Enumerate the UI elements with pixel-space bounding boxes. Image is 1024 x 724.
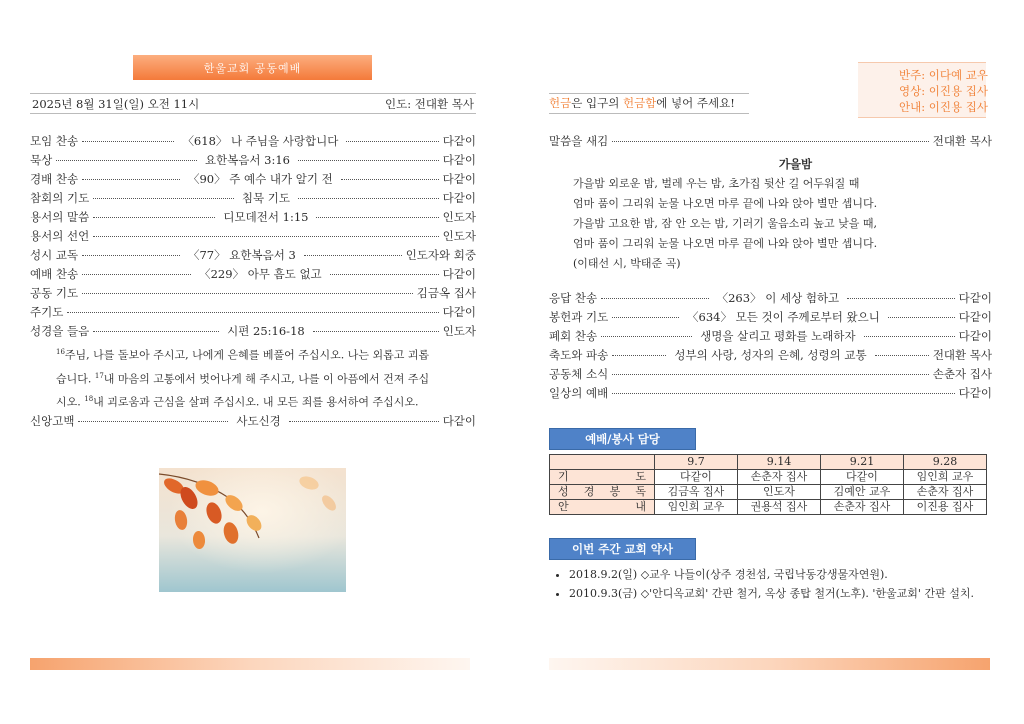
order-item-name: 참회의 기도 [30,191,90,205]
order-item-person: 다같이 [958,329,992,343]
history-list [549,565,992,603]
history-heading-text: 이번 주간 교회 약사 [572,542,673,556]
order-item-detail: 〈77〉 요한복음서 3 [187,248,296,262]
table-header: 9.7 [655,455,738,470]
order-row [549,328,992,347]
order-item-detail: 요한복음서 3:16 [204,153,290,167]
service-leader: 인도: 전대환 목사 [385,97,474,111]
order-item-person: 손춘자 집사 [932,367,992,381]
order-item-detail: 〈634〉 모든 것이 주께로부터 왔으니 [687,310,880,324]
offering-word: 헌금 [549,96,572,110]
footer-bar-right [549,658,990,670]
poem-line: 엄마 품이 그리워 눈물 나오면 마루 끝에 나와 앉아 별만 셉니다. [573,197,878,210]
service-date: 2025년 8월 31일(일) 오전 11시 [32,97,200,111]
order-item-name: 용서의 선언 [30,229,90,243]
table-cell: 인도자 [738,485,821,500]
offering-note [549,93,749,114]
order-item-detail: 성부의 사랑, 성자의 은혜, 성령의 교통 [674,348,867,362]
order-row [30,190,476,209]
verse-number: 18 [84,395,94,404]
order-item-detail: 〈90〉 주 예수 내가 알기 전 [187,172,333,186]
table-cell: 이진용 집사 [904,500,987,515]
table-cell: 임인희 교우 [655,500,738,515]
table-header: 9.21 [821,455,904,470]
table-header: 9.14 [738,455,821,470]
table-row [550,470,987,485]
table-cell: 다같이 [655,470,738,485]
table-row-label: 성 경 봉 독 [550,485,655,500]
order-item-detail: 〈229〉 아무 흠도 없고 [199,267,322,281]
offering-box-word: 헌금함 [622,96,657,110]
table-cell: 다같이 [821,470,904,485]
staff-box [870,67,988,115]
order-item-name: 응답 찬송 [549,291,598,305]
order-item-person: 다같이 [958,291,992,305]
order-item-name: 신앙고백 [30,413,75,428]
order-of-worship [30,133,476,432]
order-item-name: 주기도 [30,305,64,319]
order-item-person: 인도자 [442,210,476,224]
order-item-detail: 침묵 기도 [241,191,290,205]
list-item: • 2010.9.3(금) ◇'안디옥교회' 간판 철거, 옥상 종탑 철거(노후). '한울교회' 간판 설치. [569,584,992,603]
verse-number: 17 [94,371,104,380]
date-line [30,93,476,114]
order-item-detail: 생명을 살리고 평화를 노래하자 [700,329,856,343]
order-item-name: 폐회 찬송 [549,329,598,343]
verse-number: 16 [56,348,65,356]
scripture-text [30,342,476,413]
list-item: • 2018.9.2(일) ◇교우 나들이(상주 경천섬, 국립낙동강생물자연원). [569,565,992,584]
poem-line: 엄마 품이 그리워 눈물 나오면 마루 끝에 나와 앉아 별만 셉니다. [573,237,878,250]
verse-17-end: 시오. [56,395,85,409]
order-item-detail: 〈263〉 이 세상 험하고 [716,291,840,305]
order-item-name: 말씀을 새김 [549,134,609,148]
autumn-leaves-image [159,468,346,592]
order-item-name: 예배 찬송 [30,267,79,281]
order-item-name: 성경을 들음 [30,324,90,338]
table-cell: 손춘자 집사 [738,470,821,485]
schedule-heading [549,428,696,450]
schedule-heading-text: 예배/봉사 담당 [585,432,660,446]
poem-title: 가을밤 [778,157,813,171]
order-row [30,171,476,190]
order-item-name: 봉헌과 기도 [549,310,609,324]
verse-17: 내 마음의 고통에서 벗어나게 해 주시고, 나를 이 아픔에서 건져 주십 [103,372,430,386]
order-item-name: 일상의 예배 [549,386,609,400]
poem-line: 가을밤 고요한 밤, 잠 안 오는 밤, 기러기 울음소리 높고 낮을 때, [573,217,877,230]
order-item-name: 공동체 소식 [549,367,609,381]
table-cell: 임인희 교우 [904,470,987,485]
table-header: 9.28 [904,455,987,470]
order-item-person: 다같이 [442,305,476,319]
table-row [550,485,987,500]
order-item-person: 다같이 [442,134,477,148]
table-cell: 김예안 교우 [821,485,904,500]
order-item-person: 다같이 [442,267,476,281]
sermon-section [549,133,992,274]
order-row [30,413,476,432]
offering-text-a: 은 입구의 [571,96,623,110]
order-item-name: 경배 찬송 [30,172,79,186]
order-row [549,290,992,309]
table-cell: 김금옥 집사 [655,485,738,500]
order-item-person: 인도자 [442,324,477,338]
order-item-name: 용서의 말씀 [30,210,90,224]
order-row [549,309,992,328]
verse-18: 내 괴로움과 근심을 살펴 주십시오. 내 모든 죄를 용서하여 주십시오. [93,395,419,409]
order-row [30,285,476,304]
order-row [549,385,992,404]
verse-16-end: 습니다. [56,372,95,386]
order-item-person: 다같이 [442,413,477,428]
table-row [550,500,987,515]
order-item-person: 다같이 [958,386,992,400]
history-heading [549,538,696,560]
staff-accompanist: 반주: 이다예 교우 [899,68,988,82]
order-item-name: 묵상 [30,153,53,167]
service-title: 한울교회 공동예배 [203,61,302,75]
offering-text-b: 에 넣어 주세요! [656,96,735,110]
table-cell: 손춘자 집사 [821,500,904,515]
order-row [30,209,476,228]
order-row [30,247,476,266]
order-item-name: 모임 찬송 [30,134,79,148]
order-row [549,366,992,385]
order-item-detail: 디모데전서 1:15 [223,210,309,224]
order-row [30,304,476,323]
order-item-person: 다같이 [442,153,477,167]
order-item-person: 다같이 [442,172,476,186]
order-of-worship-2 [549,290,992,404]
order-row [30,266,476,285]
footer-bar-left [30,658,470,670]
order-row [30,323,476,342]
schedule-table [549,454,987,515]
order-item-name: 축도와 파송 [549,348,609,362]
order-row [30,133,476,152]
poem-credit: (이태선 시, 박태준 곡) [573,257,681,270]
verse-16: 주님, 나를 돌보아 주시고, 나에게 은혜를 베풀어 주십시오. 나는 외롭고 괴롭 [64,348,430,362]
order-item-name: 성시 교독 [30,248,79,262]
order-item-person: 인도자 [442,229,476,243]
staff-video: 영상: 이진용 집사 [899,84,988,98]
table-row [550,455,987,470]
poem-body [549,174,992,274]
order-item-person: 전대환 목사 [932,348,993,362]
order-item-person: 전대환 목사 [932,134,992,148]
order-item-detail: 사도신경 [236,413,281,428]
order-row [30,228,476,247]
order-item-name: 공동 기도 [30,286,79,300]
order-row [549,133,992,152]
table-row-label: 기 도 [550,470,655,485]
order-item-person: 다같이 [442,191,476,205]
order-item-person: 인도자와 회중 [405,248,476,262]
service-title-banner [133,55,372,80]
order-item-person: 김금옥 집사 [416,286,476,300]
order-item-detail: 〈618〉 나 주님을 사랑합니다 [182,134,339,148]
order-row [549,347,992,366]
order-item-detail: 시편 25:16-18 [227,324,305,338]
table-row-label: 안 내 [550,500,655,515]
table-corner [550,455,655,470]
poem-line: 가을밤 외로운 밤, 벌레 우는 밤, 초가집 뒷산 길 어두워질 때 [573,177,860,190]
order-item-person: 다같이 [958,310,993,324]
table-cell: 손춘자 집사 [904,485,987,500]
staff-usher: 안내: 이진용 집사 [899,100,988,114]
table-cell: 권용석 집사 [738,500,821,515]
order-row [30,152,476,171]
